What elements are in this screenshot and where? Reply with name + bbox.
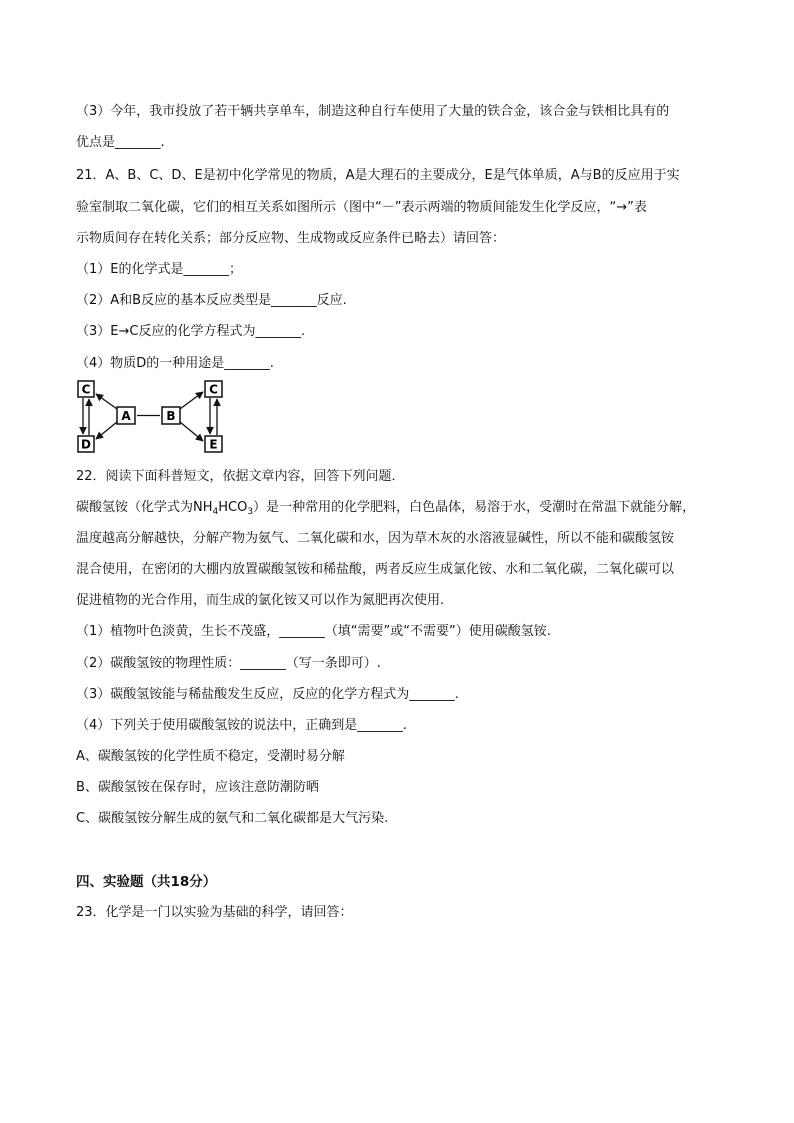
q22-part1: （1）植物叶色淡黄，生长不茂盛，_______（填“需要”或“不需要”）使用碳酸氢铵. [76,624,551,639]
q21-stem-line2: 验室制取二氧化碳，它们的相互关系如图所示（图中“－”表示两端的物质间能发生化学反应，“→”表 [76,200,647,215]
box-a-label: A [121,409,131,423]
q20-part3-line1: （3）今年，我市投放了若干辆共享单车，制造这种自行车使用了大量的铁合金，该合金与铁相比具有的 [76,104,670,119]
relationship-diagram-svg [76,377,236,457]
q22-p1-part-c: HCO [218,500,248,515]
box-b-label: B [166,409,176,423]
q22-paragraph-line4: 促进植物的光合作用，而生成的氯化铵又可以作为氮肥再次使用. [76,593,445,608]
q22-option-b: B、碳酸氢铵在保存时，应该注意防潮防晒 [76,780,319,795]
box-c-left-label: C [81,382,91,397]
q21-stem-line3: 示物质间存在转化关系；部分反应物、生成物或反应条件已略去）请回答： [76,231,506,246]
q23-stem: 23．化学是一门以实验为基础的科学，请回答： [76,905,353,920]
arrow-a-to-c [96,394,117,409]
q22-part3: （3）碳酸氢铵能与稀盐酸发生反应，反应的化学方程式为_______. [76,687,459,702]
q22-paragraph-line1 [76,498,718,522]
q22-option-c: C、碳酸氢铵分解生成的氨气和二氧化碳都是大气污染. [76,811,389,826]
box-c-right-label: C [209,382,218,397]
box-d-label: D [81,437,91,452]
q22-p1-sub-3: 3 [247,507,254,517]
q21-part3: （3）E→C反应的化学方程式为_______. [76,324,306,339]
q22-p1-part-a: 碳酸氢铵（化学式为NH [76,500,213,515]
q22-option-a: A、碳酸氢铵的化学性质不稳定，受潮时易分解 [76,749,345,764]
arrow-b-to-e [180,422,203,441]
q22-part4: （4）下列关于使用碳酸氢铵的说法中，正确到是_______. [76,718,407,733]
q22-part2: （2）碳酸氢铵的物理性质：_______（写一条即可）. [76,656,381,671]
box-e-label: E [209,437,218,452]
q22-paragraph-line2: 温度越高分解越快，分解产物为氨气、二氧化碳和水，因为草木灰的水溶液显碱性，所以不能和碳酸氢铵 [76,531,675,546]
q22-p1-sub-4: 4 [212,507,219,517]
q20-part3-line2: 优点是_______. [76,135,165,150]
arrow-a-to-d [96,422,117,439]
q21-part1: （1）E的化学式是_______； [76,262,242,277]
arrow-b-to-c [180,392,203,409]
q21-part4: （4）物质D的一种用途是_______. [76,356,274,371]
section-4-heading: 四、实验题（共18分） [76,874,217,890]
q22-p1-part-e: ）是一种常用的化学肥料，白色晶体，易溶于水，受潮时在常温下就能分解， [253,500,696,515]
q22-paragraph-line3: 混合使用，在密闭的大棚内放置碳酸氢铵和稀盐酸，两者反应生成氯化铵、水和二氧化碳，二氧化碳可以 [76,562,675,577]
q22-title: 22．阅读下面科普短文，依据文章内容，回答下列问题． [76,469,405,484]
q21-part2: （2）A和B反应的基本反应类型是_______反应. [76,293,347,308]
q21-stem-line1: 21．A、B、C、D、E是初中化学常见的物质，A是大理石的主要成分，E是气体单质，A与B的反应用于实 [76,168,680,183]
relationship-diagram [76,377,236,457]
